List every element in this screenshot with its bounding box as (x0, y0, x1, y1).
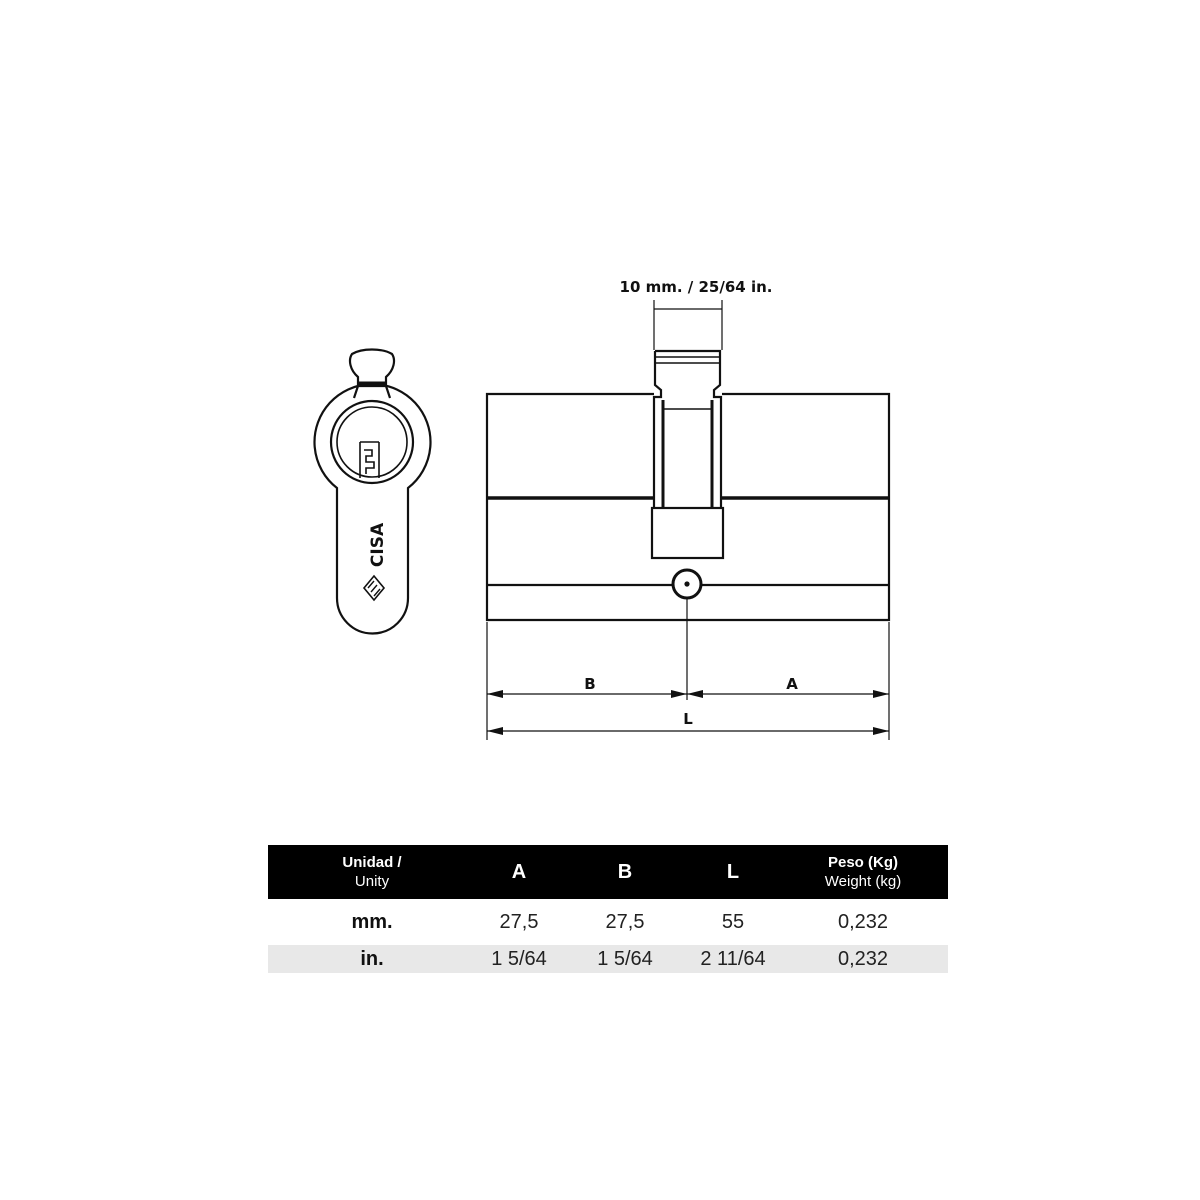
cell-l: 2 11/64 (700, 947, 766, 970)
dimension-a-label: A (786, 675, 798, 693)
dimensions (487, 300, 889, 740)
cell-a: 1 5/64 (491, 947, 547, 970)
cell-a: 27,5 (499, 910, 539, 933)
cell-weight: 0,232 (837, 910, 889, 933)
knob (350, 350, 394, 387)
table-row (268, 899, 948, 945)
cell-weight: 0,232 (837, 947, 889, 970)
table-header (268, 845, 948, 899)
cam-block (652, 508, 723, 558)
cell-unit: in. (360, 947, 384, 970)
dimension-b-label: B (584, 675, 596, 693)
cell-b: 27,5 (605, 910, 645, 933)
keyway (360, 442, 379, 478)
escutcheon-view (315, 350, 431, 634)
cylinder-front-view (487, 351, 889, 620)
cam-width-label: 10 mm. / 25/64 in. (619, 278, 773, 296)
cell-unit: mm. (351, 910, 393, 933)
dimensions-table (268, 845, 948, 973)
dimension-l-label: L (683, 710, 693, 728)
cell-b: 1 5/64 (597, 947, 653, 970)
cell-l: 55 (721, 910, 745, 933)
header-b: B (617, 860, 633, 883)
header-a: A (511, 860, 527, 883)
header-unit: Unidad / Unity (342, 854, 402, 890)
cisa-logo-text: CISA (368, 522, 388, 568)
escutcheon-outline (315, 384, 431, 633)
table-row (268, 945, 948, 973)
header-l: L (726, 860, 740, 883)
header-weight: Peso (Kg) Weight (kg) (824, 854, 902, 890)
